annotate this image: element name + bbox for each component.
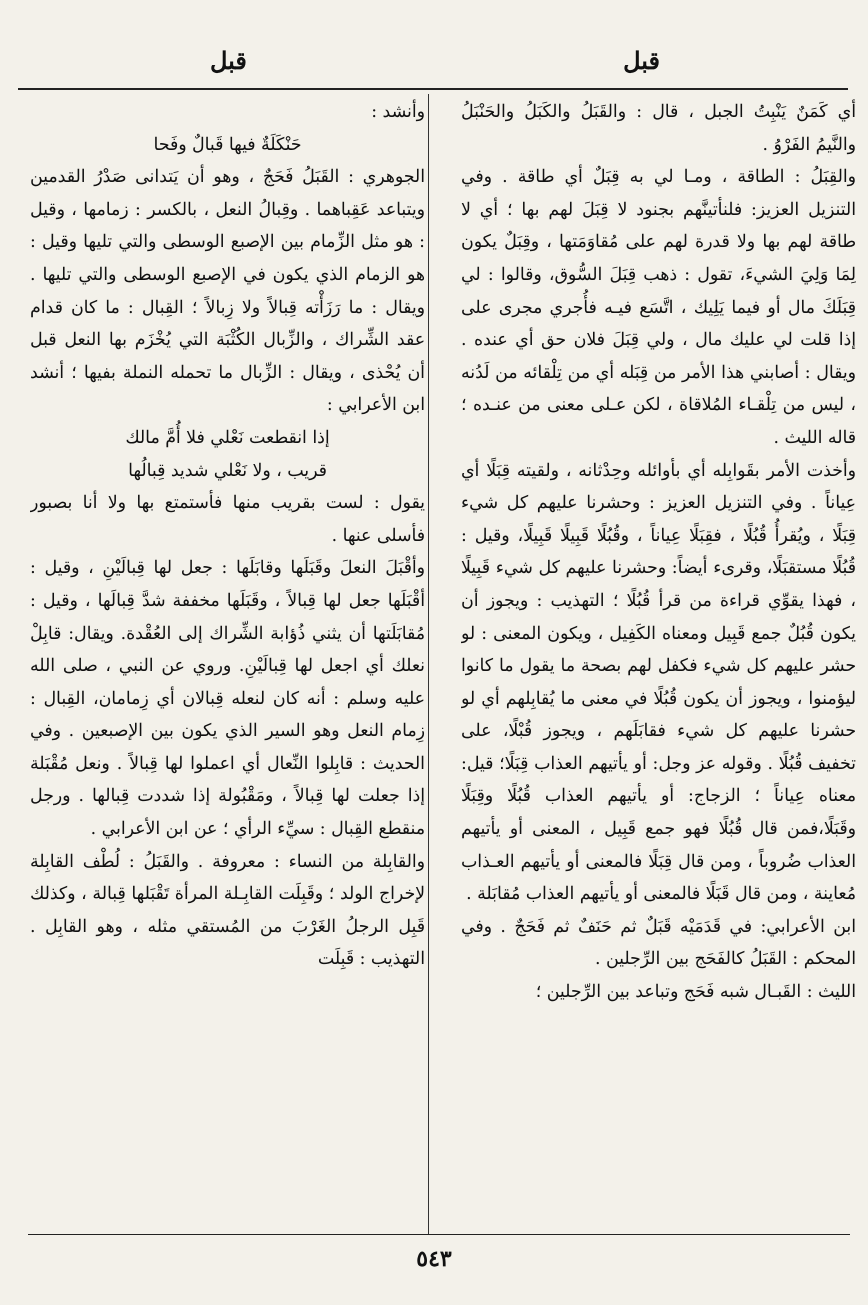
paragraph: أي كَمَنٌ يَنْبِتُ الجبل ، قال : والقَبَلُ والكَبَلُ والحَنْبَلُ والنَّيمُ الفَرْوُ .: [461, 102, 856, 155]
left-header-word: قبل: [210, 46, 247, 75]
paragraph: يقول : لست بقريب منها فأستمتع بها ولا أنا بصبور فأسلى عنها .: [30, 493, 425, 546]
right-column: [461, 96, 856, 1231]
paragraph: والقِبَلُ : الطاقة ، ومـا لي به قِبَلٌ أي طاقة . وفي التنزيل العزيز: فلنأتينَّهم بجنود لا قِبَلَ لهم بها ؛ أي لا طاقة لهم بها ولا قدرة لهم على مُقاوَمَتها ، وقِبَلٌ يكون لِمَا وَلِيَ الشيءَ، تقول : ذهب قِبَلَ السُّوق، وقالوا : لي قِبَلَكَ مال أو فيما يَلِيك ، اتَّسَع فيـه فأُجري مجرى على إذا قلت لي عليك مال ، ولي قِبَلَ فلان حق أي عنده . ويقال : أصابني هذا الأمر من قِبَله أي من تِلْقائه من لَدُنه ، ليس من تِلْقـاء المُلاقاة ، لكن عـلى معنى من عنـده ؛ قاله الليث .: [461, 167, 856, 448]
paragraph: الليث : القَبـال شبه فَحَج وتباعد بين الرِّجلين ؛: [535, 982, 856, 1003]
top-rule: [18, 88, 848, 90]
verse-2: [30, 422, 425, 487]
verse-line: قريب ، ولا نَعْلي شديد قِبالُها: [128, 460, 327, 481]
verse-line: إذا انقطعت نَعْلي فلا أُمَّ مالك: [125, 427, 330, 448]
bottom-rule: [28, 1234, 850, 1235]
verse-intro: وأنشد :: [371, 102, 425, 122]
right-header-word: قبل: [623, 46, 660, 75]
paragraph: وأقْبَلَ النعلَ وقَبَلَها وقابَلَها : جعل لها قِبالَيْنِ ، وقيل : أقْبَلَها جعل لها قِبالاً ، وقَبَلَها مخففة شدَّ قِبالَها ، وقيل : مُقابَلَتها أن يثني ذُؤابة الشِّراك إلى العُقْدة. ويقال: قابِلْ نعلك أي اجعل لها قِبالَيْنِ. وروي عن النبي ، صلى الله عليه وسلم : أنه كان لنعله قِبالان أي زِمامان، القِبال : زِمام النعل وهو السير الذي يكون بين الإصبعين . وفي الحديث : قابِلوا النِّعال أي اعملوا لها قِبالاً . ونعل مُقْبَلة إذا جعلت لها قِبالاً ، ومَقْبُولة إذا شددت قِبالها . ورجل منقطع القِبال : سيِّء الرأي ؛ عن ابن الأعرابي .: [30, 558, 425, 840]
paragraph: ابن الأعرابي: في قَدَمَيْه قَبَلٌ ثم حَنَفٌ ثم فَحَجٌ . وفي المحكم : القَبَلُ كالفَحَج بين الرِّجلين .: [461, 916, 856, 970]
verse-1: [30, 129, 425, 162]
column-divider: [428, 94, 429, 1234]
paragraph: والقابِلة من النساء : معروفة . والقَبَلُ : لُطْف القابِلة لإخراج الولد ؛ وقَبِلَت القابِـلة المرأة تَقْبَلها قِبالة ، وكذلك قَبِل الرجلُ الغَرْبَ من المُستقي مثله ، وهو القابِل . التهذيب : قَبِلَت: [30, 851, 425, 970]
page-number: ٥٤٣: [416, 1246, 452, 1272]
verse-line: حَنْكَلَةٌ فيها قَبالٌ وفَحا: [153, 134, 302, 155]
paragraph: وأخذت الأمر بقَوابِله أي بأوائله وحِدْثانه ، ولقيته قِبَلًا أي عِياناً . وفي التنزيل العزيز : وحشرنا عليهم كل شيء قِبَلًا ، ويُقرأُ قُبُلًا ، فقِبَلًا عِياناً ، وقُبُلًا قَبِيلًا قَبِيلًا، وقيل : قُبُلًا مستقبَلًا، وقرىء أيضاً: وحشرنا عليهم كل شيء قَبِيلًا ، فهذا يقوِّي قراءة من قرأ قُبُلًا ؛ التهذيب : ويجوز أن يكون قُبُلٌ جمع قَبِيل ومعناه الكَفِيل ، ويكون المعنى : لو حشر عليهم كل شيء فكفل لهم بصحة ما يقول ما كانوا ليؤمنوا ، ويجوز أن يكون قُبُلًا في معنى ما يُقابِلهم أي لو حشرنا عليهم كل شيء فقابَلَهم ، ويجوز قُبْلًا، على تخفيف قُبُلًا . وقوله عز وجل: أو يأتيهم العذاب قِبَلًا؛ قيل: معناه عِياناً ؛ الزجاج: أو يأتيهم العذاب قُبُلًا وقِبَلًا وقَبَلًا،فمن قال قُبُلًا فهو جمع قَبِيل ، المعنى أو يأتيهم العذاب ضُروباً ، ومن قال قِبَلًا فالمعنى أو يأتيهم العـذاب مُعاينة ، ومن قال قَبَلًا فالمعنى أو يأتيهم العذاب مُقابَلة .: [461, 460, 856, 905]
paragraph: الجوهري : القَبَلُ فَحَجٌ ، وهو أن يَتدانى صَدْرُ القدمين ويتباعد عَقِباهما . وقِبالُ النعل ، بالكسر : زمامها ، وقيل : هو مثل الزِّمام بين الإصبع الوسطى والتي تليها وقيل : هو الزمام الذي يكون في الإصبع الوسطى والتي تليها . ويقال : ما رَزَأْته قِبالاً ولا زِبالاً ؛ القِبال : ما كان قدام عقد الشِّراك ، والزِّبال الكُثْبَة التي يُخْزَم بها النعل قبل أن يُحْذى ، ويقال : الزِّبال ما تحمله النملة بفيها ؛ أنشد ابن الأعرابي :: [30, 167, 425, 416]
left-column: [30, 96, 425, 1231]
